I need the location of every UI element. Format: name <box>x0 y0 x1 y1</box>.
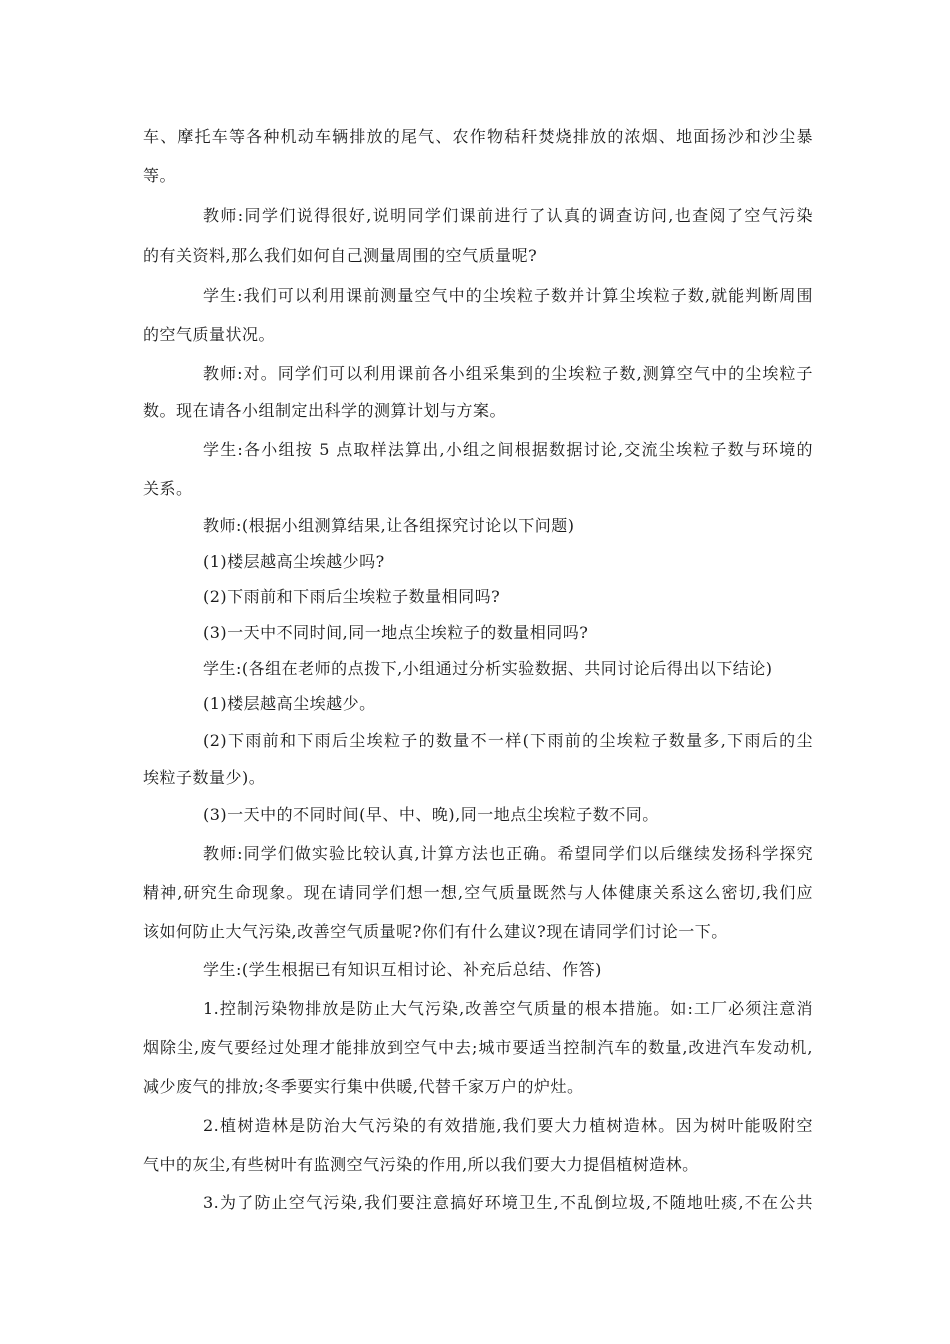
text-line: 埃粒子数量少)。 <box>143 768 266 787</box>
list-item: (2)下雨前和下雨后尘埃粒子数量相同吗? <box>203 587 501 606</box>
text-line: 等。 <box>143 166 177 185</box>
text-line: 学生:(各组在老师的点拨下,小组通过分析实验数据、共同讨论后得出以下结论) <box>203 659 773 678</box>
list-item: (1)楼层越高尘埃越少。 <box>203 694 376 713</box>
text-line: 减少废气的排放;冬季要实行集中供暖,代替千家万户的炉灶。 <box>143 1077 584 1096</box>
text-line: 学生:各小组按 5 点取样法算出,小组之间根据数据讨论,交流尘埃粒子数与环境的 <box>203 440 813 459</box>
text-line: 教师:对。同学们可以利用课前各小组采集到的尘埃粒子数,测算空气中的尘埃粒子 <box>203 364 813 383</box>
text-line: 教师:同学们说得很好,说明同学们课前进行了认真的调查访问,也查阅了空气污染 <box>203 206 813 225</box>
text-line: 教师:(根据小组测算结果,让各组探究讨论以下问题) <box>203 516 575 535</box>
list-item: (2)下雨前和下雨后尘埃粒子的数量不一样(下雨前的尘埃粒子数量多,下雨后的尘 <box>203 731 813 750</box>
text-line: 关系。 <box>143 479 193 498</box>
text-line: 烟除尘,废气要经过处理才能排放到空气中去;城市要适当控制汽车的数量,改进汽车发动机, <box>143 1038 813 1057</box>
text-line: 气中的灰尘,有些树叶有监测空气污染的作用,所以我们要大力提倡植树造林。 <box>143 1155 699 1174</box>
list-item: (3)一天中的不同时间(早、中、晚),同一地点尘埃粒子数不同。 <box>203 805 659 824</box>
text-line: 的空气质量状况。 <box>143 325 276 344</box>
text-line: 学生:(学生根据已有知识互相讨论、补充后总结、作答) <box>203 960 602 979</box>
list-item: 3.为了防止空气污染,我们要注意搞好环境卫生,不乱倒垃圾,不随地吐痰,不在公共 <box>203 1193 813 1212</box>
text-line: 车、摩托车等各种机动车辆排放的尾气、农作物秸秆焚烧排放的浓烟、地面扬沙和沙尘暴 <box>143 127 813 146</box>
list-item: (1)楼层越高尘埃越少吗? <box>203 552 385 571</box>
list-item: 1.控制污染物排放是防止大气污染,改善空气质量的根本措施。如:工厂必须注意消 <box>203 999 813 1018</box>
list-item: (3)一天中不同时间,同一地点尘埃粒子的数量相同吗? <box>203 623 589 642</box>
list-item: 2.植树造林是防治大气污染的有效措施,我们要大力植树造林。因为树叶能吸附空 <box>203 1116 813 1135</box>
text-line: 数。现在请各小组制定出科学的测算计划与方案。 <box>143 401 507 420</box>
text-line: 学生:我们可以利用课前测量空气中的尘埃粒子数并计算尘埃粒子数,就能判断周围 <box>203 286 813 305</box>
text-line: 该如何防止大气污染,改善空气质量呢?你们有什么建议?现在请同学们讨论一下。 <box>143 922 728 941</box>
text-line: 教师:同学们做实验比较认真,计算方法也正确。希望同学们以后继续发扬科学探究 <box>203 844 813 863</box>
text-line: 精神,研究生命现象。现在请同学们想一想,空气质量既然与人体健康关系这么密切,我们应 <box>143 883 813 902</box>
text-line: 的有关资料,那么我们如何自己测量周围的空气质量呢? <box>143 246 538 265</box>
